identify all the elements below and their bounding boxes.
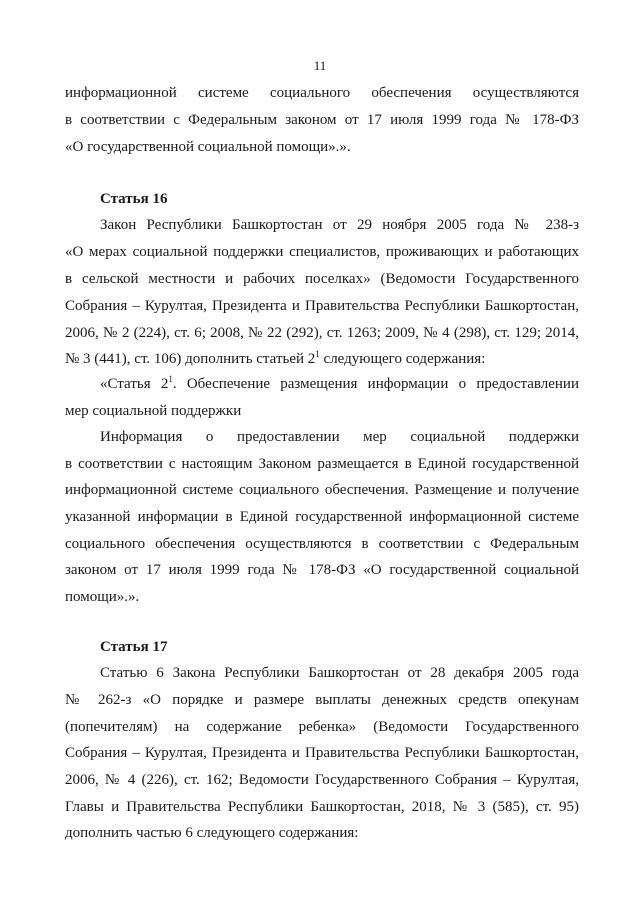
text-line: дополнить частью 6 следующего содержания: xyxy=(65,825,359,841)
text-line: «О государственной социальной помощи».». xyxy=(65,139,351,155)
text-line: информационной системе социального обеспечения осуществляются xyxy=(65,85,579,101)
text-line: 2006, № 4 (226), ст. 162; Ведомости Государственного Собрания – Курултая, xyxy=(65,772,579,788)
page-number: 11 xyxy=(313,58,327,73)
text-line: в соответствии с Федеральным законом от 17 июля 1999 года № 178-ФЗ xyxy=(65,112,579,128)
text-line: указанной информации в Единой государственной информационной системе xyxy=(65,509,579,525)
text-line: «О мерах социальной поддержки специалистов, проживающих и работающих xyxy=(65,244,579,260)
text-line: социального обеспечения осуществляются в соответствии с Федеральным xyxy=(65,536,579,552)
text-line: Главы и Правительства Республики Башкортостан, 2018, № 3 (585), ст. 95) xyxy=(65,799,579,815)
text-line: № 262-з «О порядке и размере выплаты денежных средств опекунам xyxy=(65,692,579,708)
article-17-heading: Статья 17 xyxy=(100,639,168,655)
text-line: в соответствии с настоящим Законом размещается в Единой государственной xyxy=(65,456,579,472)
text-line: Собрания – Курултая, Президента и Правительства Республики Башкортостан, xyxy=(65,298,579,314)
text-line: помощи».». xyxy=(65,589,140,605)
text-line: Собрания – Курултая, Президента и Правительства Республики Башкортостан, xyxy=(65,745,579,761)
text-line: Закон Республики Башкортостан от 29 ноября 2005 года № 238-з xyxy=(100,217,579,233)
text-line: в сельской местности и рабочих поселках» (Ведомости Государственного xyxy=(65,271,579,287)
text-line: 2006, № 2 (224), ст. 6; 2008, № 22 (292), ст. 1263; 2009, № 4 (298), ст. 129; 2014, xyxy=(65,325,579,341)
text-line: № 3 (441), ст. 106) дополнить статьей $2^1$ следующего содержания: xyxy=(65,349,486,367)
text-line: законом от 17 июля 1999 года № 178-ФЗ «О государственной социальной xyxy=(65,562,579,578)
text-line: «Статья $2^1$. Обеспечение размещения информации о предоставлении xyxy=(100,374,579,392)
text-line: информационной системе социального обеспечения. Размещение и получение xyxy=(65,482,579,498)
article-16-heading: Статья 16 xyxy=(100,191,168,207)
text-line: Информация о предоставлении мер социальной поддержки xyxy=(100,429,579,445)
text-line: мер социальной поддержки xyxy=(65,403,242,419)
text-line: (попечителям) на содержание ребенка» (Ведомости Государственного xyxy=(65,719,579,735)
text-line: Статью 6 Закона Республики Башкортостан от 28 декабря 2005 года xyxy=(100,665,579,681)
